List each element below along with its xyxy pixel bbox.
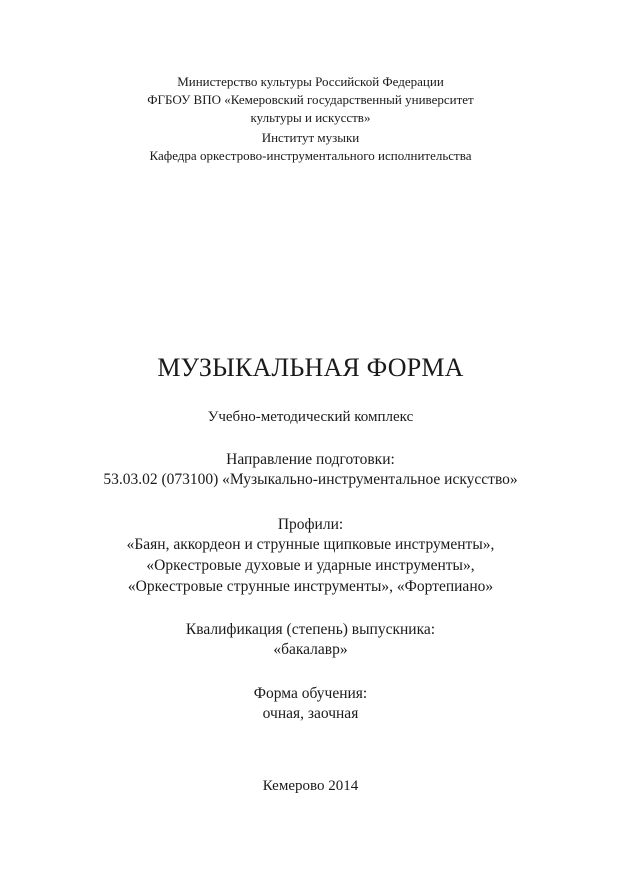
profile-line-3: «Оркестровые струнные инструменты», «Фортепиано» bbox=[127, 578, 494, 595]
institute-line: Институт музыки bbox=[261, 130, 360, 145]
university-line-2: культуры и искусств» bbox=[250, 110, 371, 125]
document-subtitle: Учебно-методический комплекс bbox=[207, 409, 414, 425]
direction-label: Направление подготовки: bbox=[226, 451, 395, 468]
direction-value: 53.03.02 (073100) «Музыкально-инструментальное искусство» bbox=[103, 471, 518, 488]
university-line-1: ФГБОУ ВПО «Кемеровский государственный университет bbox=[147, 92, 474, 107]
city-year-footer: Кемерово 2014 bbox=[262, 778, 359, 794]
study-form-label: Форма обучения: bbox=[253, 685, 368, 702]
ministry-line: Министерство культуры Российской Федерации bbox=[177, 74, 444, 89]
qualification-value: «бакалавр» bbox=[273, 641, 348, 658]
qualification-label: Квалификация (степень) выпускника: bbox=[185, 621, 436, 638]
profile-line-1: «Баян, аккордеон и струнные щипковые инструменты», bbox=[126, 536, 495, 553]
study-form-value: очная, заочная bbox=[262, 705, 359, 722]
profiles-label: Профили: bbox=[277, 516, 344, 533]
department-line: Кафедра оркестрово-инструментального исполнительства bbox=[149, 148, 472, 163]
document-title: МУЗЫКАЛЬНАЯ ФОРМА bbox=[157, 353, 464, 382]
profile-line-2: «Оркестровые духовые и ударные инструменты», bbox=[146, 557, 475, 574]
